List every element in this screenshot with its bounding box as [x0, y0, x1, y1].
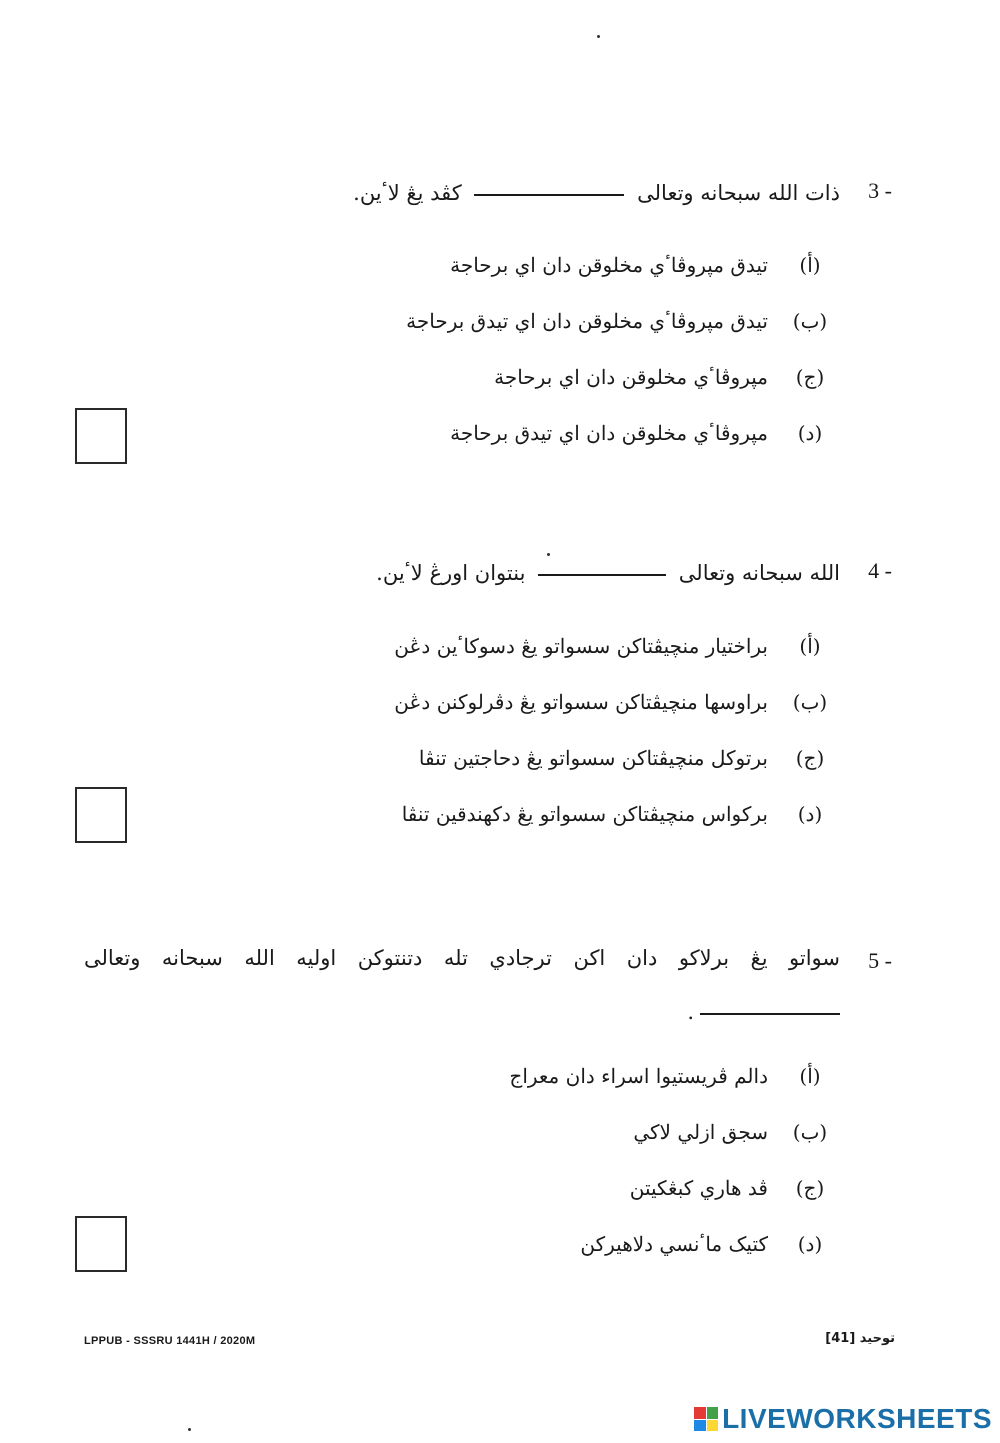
scan-speck	[597, 35, 600, 38]
liveworksheets-brand	[694, 1403, 992, 1435]
question-stem	[376, 558, 840, 588]
option-letter: (ب)	[792, 1120, 828, 1144]
stem-text: كڤد يڠ لاٴين.	[353, 181, 462, 205]
logo-tile	[707, 1420, 719, 1432]
footer-code: LPPUB - SSSRU 1441H / 2020M	[84, 1335, 256, 1347]
option-text: تيدق مپروڤاٴي مخلوقن دان اي برحاجة	[450, 253, 768, 277]
option-text: مپروڤاٴي مخلوقن دان اي برحاجة	[494, 365, 768, 389]
footer-page-label: توحيد [41]	[825, 1331, 895, 1346]
option-text: مپروڤاٴي مخلوقن دان اي تيدق برحاجة	[450, 421, 768, 445]
option-b	[310, 686, 830, 718]
logo-tile	[694, 1407, 706, 1419]
stem-text: ذات الله سبحانه وتعالى	[637, 181, 840, 205]
option-text: تيدق مپروڤاٴي مخلوقن دان اي تيدق برحاجة	[406, 309, 768, 333]
option-text: براوسها منچيڤتاکن سسواتو يڠ دڤرلوکنن دڠن	[394, 690, 768, 714]
option-letter: (ج)	[795, 746, 825, 770]
stem-text: بنتوان اورڠ لاٴين.	[376, 561, 526, 585]
option-a	[290, 630, 830, 662]
option-letter: (أ)	[799, 634, 821, 658]
option-letter: (د)	[797, 421, 823, 445]
liveworksheets-logo-icon	[694, 1407, 718, 1431]
option-letter: (د)	[797, 802, 823, 826]
blank-line	[700, 1012, 840, 1015]
answer-box[interactable]	[75, 408, 127, 464]
option-b	[530, 1116, 830, 1148]
logo-tile	[694, 1420, 706, 1432]
stem-text: سواتو يڠ برلاکو دان اکن ترجادي تله دتنتوکن اوليه الله سبحانه وتعالى	[84, 946, 840, 970]
brand-name: LIVEWORKSHEETS	[722, 1403, 992, 1434]
option-c	[330, 742, 830, 774]
answer-box[interactable]	[75, 1216, 127, 1272]
scan-speck	[188, 1428, 191, 1431]
option-a	[370, 249, 830, 281]
question-stem-continued	[687, 997, 840, 1027]
question-number: 4 -	[868, 558, 892, 583]
option-letter: (ج)	[795, 1176, 825, 1200]
blank-line	[538, 573, 666, 576]
option-letter: (أ)	[799, 1064, 821, 1088]
logo-tile	[707, 1407, 719, 1419]
option-d	[470, 1228, 830, 1260]
option-text: کتيک ماٴنسي دلاهيرکن	[580, 1232, 768, 1256]
option-a	[410, 1060, 830, 1092]
stem-text: .	[687, 1000, 694, 1024]
blank-line	[474, 193, 624, 196]
option-text: سجق ازلي لاکي	[633, 1120, 768, 1144]
option-text: برکواس منچيڤتاکن سسواتو يڠ دکهندقين تنڤا	[401, 802, 768, 826]
option-b	[330, 305, 830, 337]
option-text: دالم ڤريستيوا اسراء دان معراج	[509, 1064, 768, 1088]
option-text: برتوکل منچيڤتاکن سسواتو يڠ دحاجتين تنڤا	[418, 746, 768, 770]
option-d	[310, 798, 830, 830]
option-letter: (ب)	[792, 690, 828, 714]
option-letter: (د)	[797, 1232, 823, 1256]
answer-box[interactable]	[75, 787, 127, 843]
option-text: براختيار منچيڤتاکن سسواتو يڠ دسوکاٴين دڠن	[394, 634, 768, 658]
scan-speck	[547, 553, 550, 556]
stem-text: الله سبحانه وتعالى	[678, 561, 840, 585]
option-text: ڤد هاري کبڠکيتن	[629, 1176, 768, 1200]
question-stem	[84, 943, 840, 973]
option-c	[530, 1172, 830, 1204]
question-stem	[353, 178, 840, 208]
option-c	[430, 361, 830, 393]
question-number: 5 -	[868, 948, 892, 973]
option-d	[370, 417, 830, 449]
option-letter: (أ)	[799, 253, 821, 277]
option-letter: (ج)	[795, 365, 825, 389]
option-letter: (ب)	[792, 309, 828, 333]
question-number: 3 -	[868, 178, 892, 203]
